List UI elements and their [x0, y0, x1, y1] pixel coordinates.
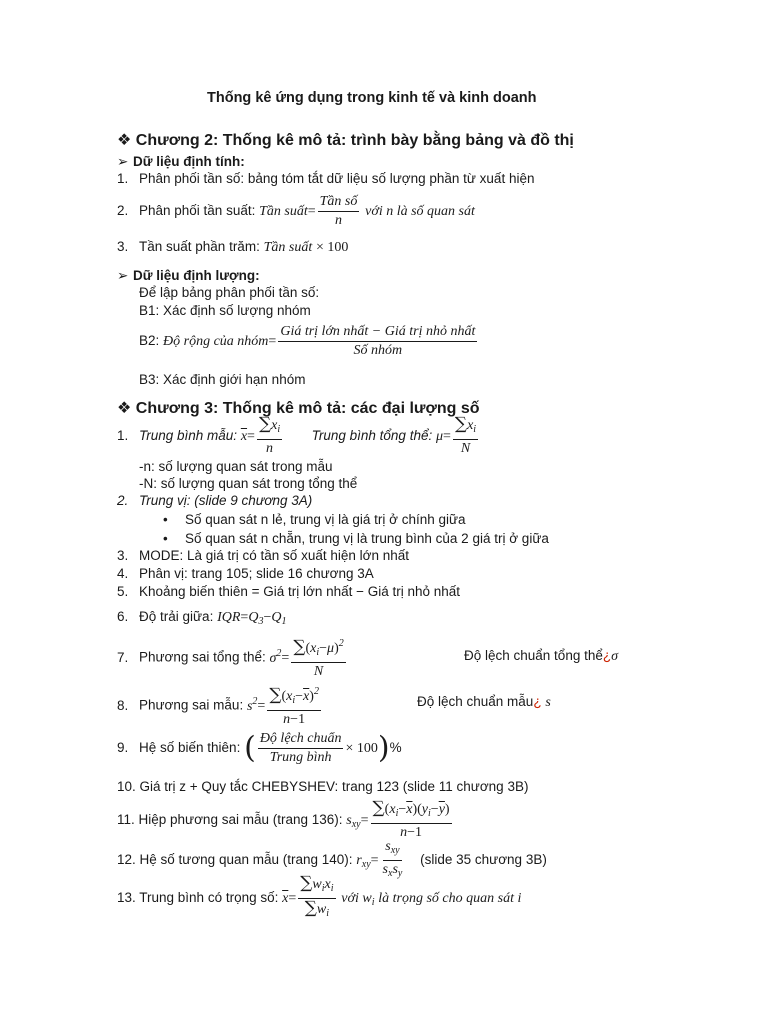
ch3-item-5: 5. Khoảng biến thiên = Giá trị lớn nhất − Giá trị nhỏ nhất — [117, 584, 461, 599]
chapter-2-heading: ❖ Chương 2: Thống kê mô tả: trình bày bằng bảng và đồ thị — [117, 132, 574, 149]
median-even: • Số quan sát n chẵn, trung vị là trung bình của 2 giá trị ở giữa — [163, 531, 549, 546]
quantitative-heading: ➢ Dữ liệu định lượng: — [117, 268, 260, 284]
sample-std-dev: Độ lệch chuẩn mẫu¿ s — [417, 694, 551, 710]
ch2-item-1: 1. Phân phối tần số: bảng tóm tắt dữ liệu số lượng phần từ xuất hiện — [117, 171, 535, 186]
arrow-bullet-icon: ➢ — [117, 154, 129, 170]
ch3-item-13: 13. Trung bình có trọng số: $\overline{x}=$ $\frac{\sum w_ix_i}{\sum w_i}$ với $w_i$ là trọng số cho quan sát i — [117, 873, 522, 919]
note-N: -N: số lượng quan sát trong tổng thể — [139, 476, 358, 491]
diamond-bullet-icon: ❖ — [117, 132, 132, 149]
bullet-dot-icon: • — [163, 512, 168, 527]
ch3-item-6: 6. Độ trải giữa: $IQR=Q_3-Q_1$ — [117, 609, 287, 627]
median-odd: • Số quan sát n lẻ, trung vị là giá trị ở chính giữa — [163, 512, 466, 527]
step-b1: B1: Xác định số lượng nhóm — [139, 303, 311, 318]
ch3-item-9: 9. Hệ số biến thiên: ( $\frac{\text{Độ lệch chuẩn}}{\text{Trung bình}}$ × 100)% — [117, 730, 402, 766]
quant-intro: Để lập bảng phân phối tần số: — [139, 285, 320, 300]
qualitative-heading: ➢ Dữ liệu định tính: — [117, 154, 245, 170]
chapter-3-heading: ❖ Chương 3: Thống kê mô tả: các đại lượng số — [117, 400, 480, 417]
pop-std-dev: Độ lệch chuẩn tổng thể¿σ — [464, 648, 619, 664]
step-b2: B2: Độ rộng của nhóm= $\frac{\text{Giá trị lớn nhất − Giá trị nhỏ nhất}}{\text{Số nhóm}}$ — [139, 324, 476, 358]
diamond-bullet-icon: ❖ — [117, 400, 132, 417]
ch3-item-3: 3. MODE: Là giá trị có tần số xuất hiện lớn nhất — [117, 548, 409, 563]
ch3-item-4: 4. Phân vị: trang 105; slide 16 chương 3A — [117, 566, 374, 581]
arrow-bullet-icon: ➢ — [117, 268, 129, 284]
ch3-item-11: 11. Hiệp phương sai mẫu (trang 136): $s_{xy}=$ $\frac{\sum(x_i-\overline{x})(y_i-\overline{y})}{n-1}$ — [117, 798, 450, 840]
document-title: Thống kê ứng dụng trong kinh tế và kinh doanh — [207, 90, 537, 106]
ch3-item-7: 7. Phương sai tổng thể: $\sigma^2=$ $\frac{\sum(x_i-\mu)^2}{N}$ — [117, 637, 344, 679]
note-n: -n: số lượng quan sát trong mẫu — [139, 459, 333, 474]
ch3-item-10: 10. Giá trị z + Quy tắc CHEBYSHEV: trang 123 (slide 11 chương 3B) — [117, 779, 529, 794]
ch2-item-2: 2. Phân phối tần suất: Tần suất= $\frac{\text{Tần số}}{n}$ với n là số quan sát — [117, 194, 475, 228]
ch3-item-2: 2. Trung vị: (slide 9 chương 3A) — [117, 493, 313, 508]
ch2-item-3: 3. Tần suất phần trăm: Tần suất × 100 — [117, 239, 349, 255]
ch3-item-1: 1. Trung bình mẫu: $\overline{x}=$ $\frac{\sum x_i}{n}$ Trung bình tổng thể: μ= $\frac{\sum x_i}{N}$ — [117, 414, 477, 456]
step-b3: B3: Xác định giới hạn nhóm — [139, 372, 306, 387]
ch3-item-8: 8. Phương sai mẫu: $s^2=$ $\frac{\sum(x_i-\overline{x})^2}{n-1}$ — [117, 685, 319, 727]
ch3-item-12: 12. Hệ số tương quan mẫu (trang 140): $r_{xy}=$ $\frac{s_{xy}}{s_xs_y}$ (slide 35 chương 3B) — [117, 839, 547, 879]
bullet-dot-icon: • — [163, 531, 168, 546]
